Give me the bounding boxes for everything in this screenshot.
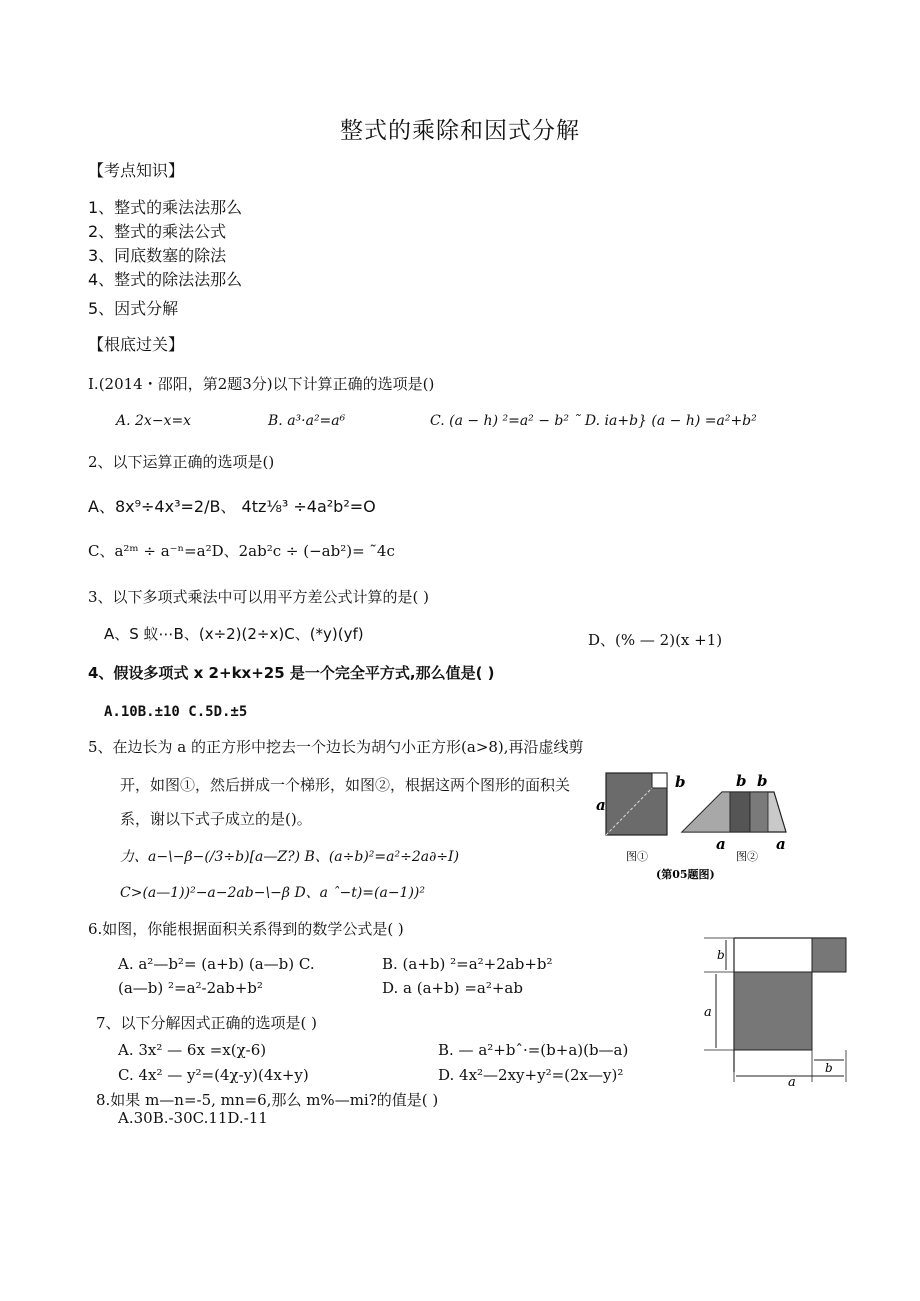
fig-small-square [812,938,846,972]
fig-label-b-left: b [717,948,725,962]
q7-option-a: A. 3x² — 6x =x(χ-6) [118,1041,267,1059]
q8-stem: 8.如果 m—n=-5, mn=6,那么 m%—mi?的值是( ) [96,1091,439,1109]
q1-option-b: B. a³·a²=a⁶ [268,413,346,429]
fig2-label-b-right: b [757,772,768,790]
fig2-label-a-right: a [776,835,786,853]
q2-option-ab: A、8x⁹÷4x³=2/B、 4tz⅛³ ÷4a²b²=O [88,497,376,516]
fig2-caption: 图② [736,850,758,863]
q1-stem: I.(2014・邵阳，第2题3分)以下计算正确的选项是() [88,375,435,393]
fig1-label-a: a [596,796,606,814]
q2-option-cd: C、a²ᵐ ÷ a⁻ⁿ=a²D、2ab²c ÷ (−ab²)= ˜4c [88,542,395,560]
q6-option-d: D. a (a+b) =a²+ab [382,979,523,997]
fig-label-a-left: a [704,1005,712,1020]
q3-option-abc: A、S 蚁⋯B、(x÷2)(2÷x)C、(*y)(yf) [104,625,364,643]
q3-stem: 3、以下多项式乘法中可以用平方差公式计算的是( ) [88,588,430,606]
fig-label-a-bottom: a [788,1075,796,1086]
q3-option-d: D、(% — 2)(x +1) [588,631,723,649]
q1-option-a: A. 2x−x=x [116,413,192,429]
knowledge-item-2: 2、整式的乘法公式 [88,222,227,241]
q6-figure [700,932,854,1086]
q6-option-a: A. a²—b²= (a+b) (a—b) C. [118,955,315,973]
knowledge-item-5: 5、因式分解 [88,299,179,318]
knowledge-item-4: 4、整式的除法法那么 [88,270,243,289]
fig2-left-triangle [682,792,730,832]
fig1-label-b: b [675,773,686,791]
heading-key-knowledge: 【考点知识】 [88,161,185,180]
heading-basic-practice: 【根底过关】 [88,335,185,354]
q4-options: A.10B.±10 C.5D.±5 [104,704,248,720]
q6-option-b: B. (a+b) ²=a²+2ab+b² [382,955,553,973]
fig1-caption: 图① [626,850,648,863]
q4-stem: 4、假设多项式 x 2+kx+25 是一个完全平方式,那么值是( ) [88,664,495,682]
q5-option-ab: 力、a−\−β−(/3÷b)[a—Z?) B、(a÷b)²=a²÷2a∂÷I) [120,849,460,865]
knowledge-item-1: 1、整式的乘法法那么 [88,198,243,217]
page-title: 整式的乘除和因式分解 [340,118,580,144]
q8-options: A.30B.-30C.11D.-11 [118,1109,268,1127]
knowledge-item-3: 3、同底数塞的除法 [88,246,227,265]
fig2-dark-strip-right [750,792,768,832]
q5-line-2: 开，如图①，然后拼成一个梯形，如图②，根据这两个图形的面积关 [120,776,571,794]
q5-option-cd: C>(a—1))²−a−2ab−\−β D、a ˆ−t)=(a−1))² [120,885,425,901]
q6-option-c: (a—b) ²=a²-2ab+b² [118,979,263,997]
fig2-dark-strip-left [730,792,750,832]
q7-option-b: B. — a²+bˆ·=(b+a)(b—a) [438,1041,629,1059]
q5-figure [590,768,800,886]
q5-line-3: 系，谢以下式子成立的是()。 [120,810,312,828]
q2-stem: 2、以下运算正确的选项是() [88,453,275,471]
fig-label-b-bottom: b [825,1061,833,1075]
fig-large-square [734,972,812,1050]
figure-caption: (第05题图) [656,868,715,881]
q7-option-d: D. 4x²—2xy+y²=(2x—y)² [438,1066,624,1084]
q1-option-cd: C. (a − h) ²=a² − b² ˜ D. ia+b} (a − h) =a²+b² [430,413,757,429]
q6-stem: 6.如图，你能根据面积关系得到的数学公式是( ) [88,920,404,938]
q7-option-c: C. 4x² — y²=(4χ-y)(4x+y) [118,1066,309,1084]
fig2-label-a-left: a [716,835,726,853]
fig2-label-b-left: b [736,772,747,790]
fig1-small-square-removed [652,773,667,788]
q5-line-1: 5、在边长为 a 的正方形中挖去一个边长为胡勺小正方形(a>8),再沿虚线剪 [88,738,584,756]
q7-stem: 7、以下分解因式正确的选项是( ) [96,1014,318,1032]
